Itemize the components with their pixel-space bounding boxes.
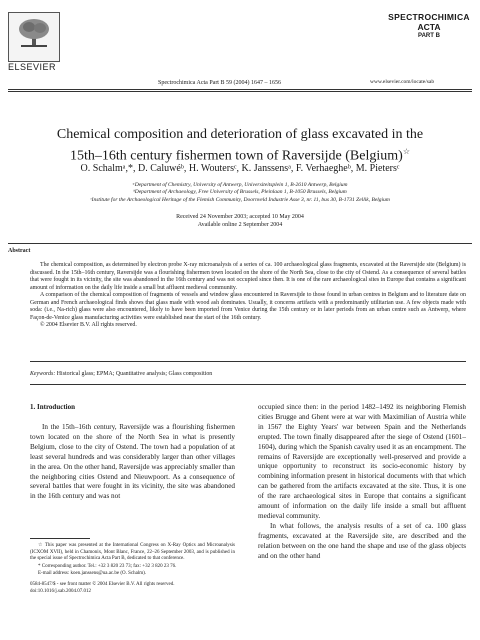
header-rule-2 (8, 91, 472, 92)
abstract-body (30, 262, 466, 330)
abstract-top-rule (8, 243, 472, 244)
keywords-label: Keywords: (30, 371, 56, 377)
article-dates (40, 213, 440, 229)
journal-brand-line3: PART B (418, 33, 440, 39)
publisher-logo (8, 12, 60, 62)
intro-paragraph-1: In the 15th–16th century, Raversijde was a flourishing fishermen town located on the shore of the North Sea in what is presently Belgium, close to the city of Ostend. The town had a population of at least several hundreds and was considerably larger than other villages in the area. On the other hand, Raversijde was appreciably smaller than the neighboring cities Ostend and Nieuwpoort. As a consequence of several battles that were fought in its vicinity, the site was abandoned in the 16th century and was not (30, 423, 235, 501)
journal-reference: Spectrochimica Acta Part B 59 (2004) 1647 – 1656 (158, 80, 281, 86)
footnote-email: E-mail address: koen.janssens@ua.ac.be (O. Schalm). (38, 571, 147, 577)
received-date: Received 24 November 2003; accepted 10 May 2004 (176, 214, 304, 220)
header-rule (8, 89, 472, 90)
title-footnote-mark: ☆ (402, 147, 410, 156)
keywords-top-rule (30, 361, 466, 362)
keywords-bottom-rule (30, 384, 466, 385)
journal-brand-line2: ACTA (417, 22, 441, 32)
keywords-list: Historical glass; EPMA; Quantitative analysis; Glass composition (56, 371, 213, 377)
intro-paragraph-1-cont: occupied since then: in the period 1482–1492 its neighboring Flemish cities Brugge and Ghent were at war with Maximilian of Austria while in 1567 the Eighty Years' war between Spain and the Netherlands erupted. The town finally disappeared after the siege of Ostend (1601–1604), during which the Spanish cavalry used it as an encampment. The remains of Raversijde are exceptionally well-preserved and provide a unique opportunity to reconstruct its socio-economic history by combining information present in historical documents with that which can be gathered from the artifacts excavated at the site. Thus, it is one of the rare archaeological sites in Europe that contains a significant amount of information on the daily life inside a small but affluent medieval community. (258, 403, 466, 520)
right-column (258, 403, 466, 562)
intro-paragraph-2: In what follows, the analysis results of a set of ca. 100 glass fragments, excavated at the Raversijde site, are described and the relation between on the one hand the shape and use of the glass objects and on the other hand (258, 521, 466, 560)
footnotes (30, 543, 235, 579)
issn-line: 0584-8547/$ - see front matter © 2004 Elsevier B.V. All rights reserved. (30, 582, 175, 587)
abstract-paragraph-2: A comparison of the chemical composition of fragments of vessels and window glass encountered in Raversijde to those found in urban centres in Belgium and to literature date on German and French archaeological finds shows that glass made with wood ash dominates. Usually, it concerns artifacts with a predominantly utilitarian use. A few objects made with soda: (i.e., Na-rich) glass were also encountered, likely to have been imported from Venice during the 15th century or in later periods from an urban centre such as Antwerp, where Façon-de-Venice glass manufacturing activities were established near the start of the 16th century. (30, 292, 466, 321)
abstract-heading: Abstract (8, 248, 31, 254)
footnote-rule (30, 538, 90, 539)
journal-brand-line1: SPECTROCHIMICA (388, 12, 470, 22)
tree-logo-icon (15, 17, 53, 49)
journal-brand (384, 12, 474, 78)
left-column (30, 403, 235, 502)
footnote-conference: ☆ This paper was presented at the International Congress on X-Ray Optics and Microanalysis (ICXOM XVII), held in Chamonix, Mont Blanc, France, 22–26 September 2003, and is published in the special issue of Spectrochimica Acta Part B, dedicated to that conference. (30, 543, 235, 562)
doi-line[interactable]: doi:10.1016/j.sab.2004.07.012 (30, 588, 91, 594)
affiliation-b: ᵇDepartment of Archaeology, Free University of Brussels, Pleinlaan 1, B-1050 Brussels, Belgium (133, 189, 347, 196)
title-line-1: Chemical composition and deterioration of glass excavated in the (56, 127, 424, 142)
title-line-2: 15th–16th century fishermen town of Raversijde (Belgium) (70, 148, 403, 164)
online-date: Available online 2 September 2004 (197, 222, 283, 228)
publisher-name: ELSEVIER (8, 62, 57, 72)
section-heading-introduction: 1. Introduction (30, 403, 75, 411)
keywords (30, 371, 212, 377)
issn-block (30, 582, 175, 595)
article-title (40, 126, 440, 165)
footnote-corresponding: * Corresponding author. Tel.: +32 3 820 23 73; fax: +32 3 820 23 76. (38, 563, 177, 569)
affiliation-a: ᵃDepartment of Chemistry, University of Antwerp, Universiteitsplein 1, B-2610 Antwerp, Belgium (132, 182, 348, 188)
journal-url[interactable]: www.elsevier.com/locate/sab (370, 79, 435, 85)
author-list: O. Schalmᵃ,*, D. Caluwéᵇ, H. Woutersᶜ, K. Janssensᵃ, F. Verhaegheᵇ, M. Pietersᶜ (80, 163, 400, 174)
copyright-line: © 2004 Elsevier B.V. All rights reserved. (40, 322, 137, 328)
abstract-paragraph-1: The chemical composition, as determined by electron probe X-ray microanalysis of a series of ca. 100 archaeological glass fragments, excavated at the Raversijde site (Belgium) is discussed. In the 15th–16th century, Raversijde was a flourishing fishermen town located on the shore of the North Sea, close to the city of Ostend. As a consequence of several battles that were fought in its vicinity, the site was abandoned in the 16th century and was not occupied since then. It is one of the rare archaeological sites in Europe that contains a significant amount of information on the daily life inside a small but affluent medieval community. (30, 262, 466, 291)
affiliation-c: ᶜInstitute for the Archaeological Heritage of the Flemish Community, Doornveld Industrie Asse 3, nr. 11, bus 30, B-1731 Zellik, Belgium (90, 196, 390, 203)
affiliations (60, 182, 420, 204)
